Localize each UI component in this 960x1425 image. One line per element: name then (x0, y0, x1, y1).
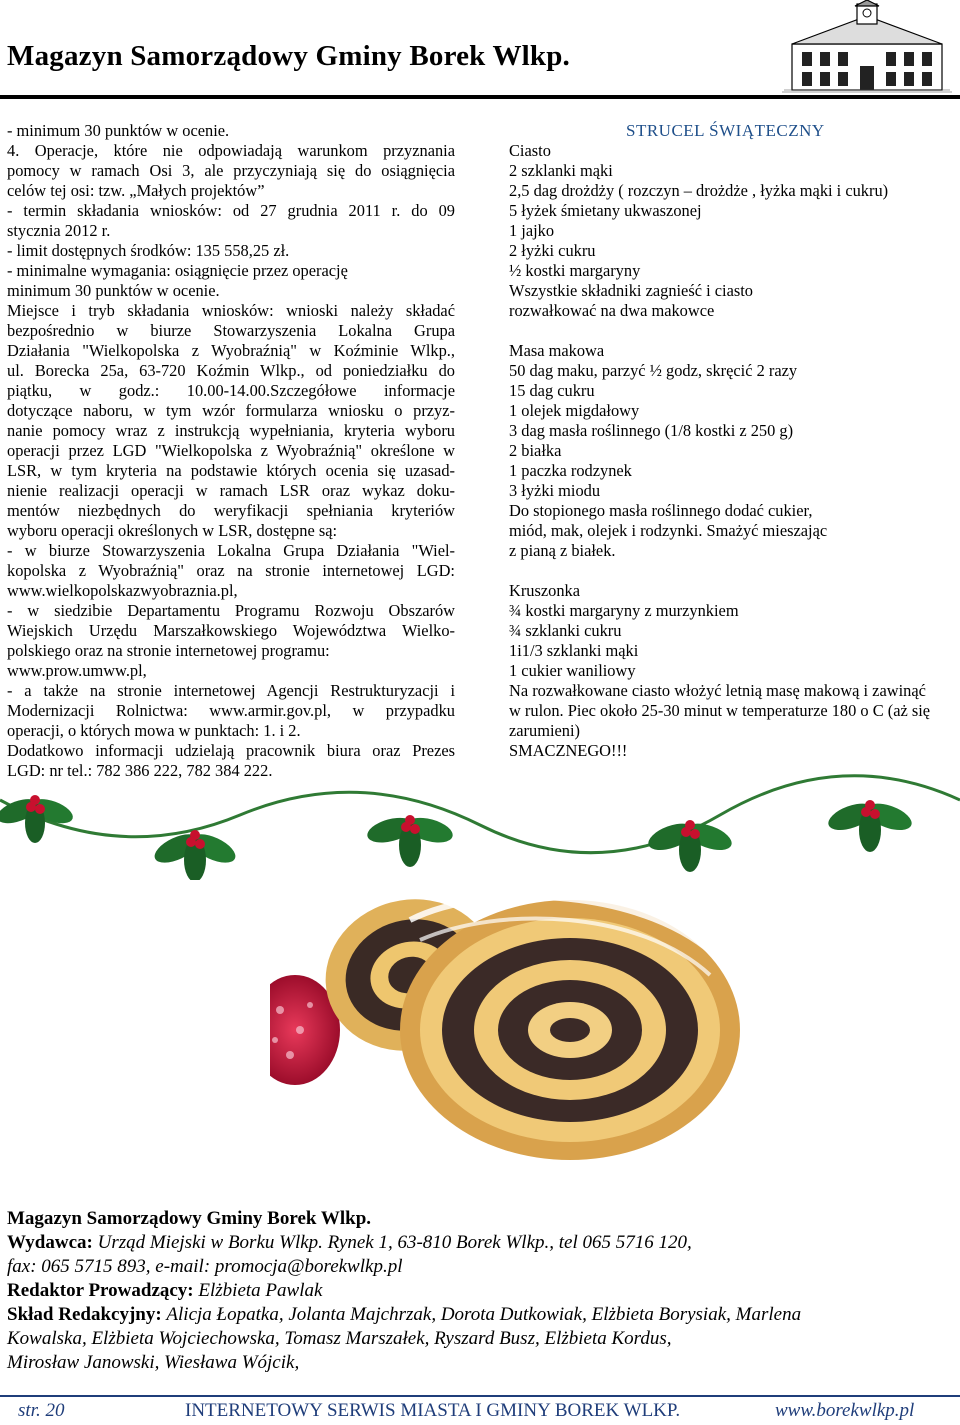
publisher-value: Urząd Miejski w Borku Wlkp. Rynek 1, 63-810 Borek Wlkp., tel 065 5716 120, (97, 1232, 692, 1253)
recipe-line: 3 łyżki miodu (509, 481, 601, 500)
article-line: Dodatkowo informacji udzielają pracownik biura oraz Prezes (7, 741, 455, 760)
article-line: Wiejskich Urzędu Marszałkowskiego Województwa Wielko- (7, 621, 455, 640)
article-line: nanie pomocy wraz z instrukcją wypełniania, kryteria wyboru (7, 421, 455, 440)
recipe-line: z pianą z białek. (509, 541, 616, 560)
article-line: kopolska z Wyobraźnią" oraz na stronie internetowej LGD: (7, 561, 455, 580)
recipe-line: 1 paczka rodzynek (509, 461, 632, 480)
article-line: LSR, w tym kryteria na podstawie których ocenia się uzasad- (7, 461, 455, 480)
article-line: mentów niezbędnych do weryfikacji spełniania kryteriów (7, 501, 455, 520)
recipe-line: Na rozwałkowane ciasto włożyć letnią masę makową i zawinąć (509, 681, 926, 700)
recipe-line: rozwałkować na dwa makowce (509, 301, 715, 320)
page-footer-bar (0, 1395, 960, 1424)
recipe-line: zarumieni) (509, 721, 580, 740)
article-line: wyboru operacji określonych w LSR, dostępne są: (7, 521, 338, 540)
spacer (509, 561, 960, 581)
article-line: - termin składania wniosków: od 27 grudnia 2011 r. do 09 (7, 201, 455, 220)
recipe-line: 15 dag cukru (509, 381, 595, 400)
article-line: - a także na stronie internetowej Agencji Restrukturyzacji i (7, 681, 455, 700)
recipe-line: 1i1/3 szklanki mąki (509, 641, 639, 660)
article-line: bezpośrednio w biurze Stowarzyszenia Lokalna Grupa (7, 321, 455, 340)
recipe-column (509, 121, 960, 761)
recipe-line: ¾ kostki margaryny z murzynkiem (509, 601, 739, 620)
recipe-line: 2,5 dag drożdży ( rozczyn – drożdże , łyżka mąki i cukru) (509, 181, 889, 200)
article-line: minimum 30 punktów w ocenie. (7, 281, 220, 300)
article-line: - w siedzibie Departamentu Programu Rozwoju Obszarów (7, 601, 455, 620)
recipe-line: 5 łyżek śmietany ukwaszonej (509, 201, 702, 220)
article-line: nienie realizacji operacji w ramach LSR oraz wykaz doku- (7, 481, 455, 500)
article-line: polskiego oraz na stronie internetowej programu: (7, 641, 330, 660)
article-line: ul. Borecka 25a, 63-720 Koźmin Wlkp., od poniedziałku do (7, 361, 455, 380)
article-line: - minimalne wymagania: osiągnięcie przez operację (7, 261, 348, 280)
recipe-line: SMACZNEGO!!! (509, 741, 628, 760)
recipe-line: 2 szklanki mąki (509, 161, 613, 180)
article-line: www.wielkopolskazwyobraznia.pl, (7, 581, 238, 600)
article-line: www.prow.umww.pl, (7, 661, 147, 680)
article-line: operacji przez LGD "Wielkopolska z Wyobraźnią" określone w (7, 441, 455, 460)
publisher-label: Wydawca: (7, 1232, 93, 1253)
recipe-line: 3 dag masła roślinnego (1/8 kostki z 250 g) (509, 421, 794, 440)
recipe-line: 1 cukier waniliowy (509, 661, 636, 680)
recipe-line: 2 białka (509, 441, 562, 460)
recipe-line: 50 dag maku, parzyć ½ godz, skręcić 2 razy (509, 361, 798, 380)
article-line: stycznia 2012 r. (7, 221, 111, 240)
recipe-line: ¾ szklanki cukru (509, 621, 622, 640)
magazine-title: Magazyn Samorządowy Gminy Borek Wlkp. (7, 40, 571, 72)
article-line: celów tej osi: tzw. „Małych projektów” (7, 181, 265, 200)
article-line: - limit dostępnych środków: 135 558,25 zł. (7, 241, 290, 260)
recipe-section-heading: Kruszonka (509, 581, 581, 600)
imprint-masthead: Magazyn Samorządowy Gminy Borek Wlkp. (7, 1208, 372, 1229)
article-line: pomocy w ramach Osi 3, ale przyczyniają się do osiągnięcia (7, 161, 455, 180)
article-line: - w biurze Stowarzyszenia Lokalna Grupa Działania "Wiel- (7, 541, 455, 560)
header-rule (0, 95, 960, 99)
article-line: Działania "Wielkopolska z Wyobraźnią" w Koźminie Wlkp., (7, 341, 455, 360)
recipe-line: 1 jajko (509, 221, 555, 240)
article-column (7, 121, 455, 781)
recipe-line: Do stopionego masła roślinnego dodać cukier, (509, 501, 813, 520)
article-line: Miejsce i tryb składania wniosków: wnioski należy składać (7, 301, 455, 320)
imprint (7, 1207, 947, 1375)
article-line: 4. Operacje, które nie odpowiadają warunkom przyznania (7, 141, 455, 160)
recipe-line: 1 olejek migdałowy (509, 401, 640, 420)
website-link[interactable]: www.borekwlkp.pl (775, 1400, 915, 1421)
publisher-contact: fax: 065 5715 893, e-mail: promocja@borekwlkp.pl (7, 1256, 403, 1277)
recipe-line: miód, mak, olejek i rodzynki. Smażyć mieszając (509, 521, 828, 540)
holly-garland-image (0, 770, 960, 880)
staff-line: Kowalska, Elżbieta Wojciechowska, Tomasz Marszałek, Ryszard Busz, Elżbieta Kordus, (7, 1328, 672, 1349)
recipe-title: STRUCEL ŚWIĄTECZNY (626, 121, 825, 140)
poppy-seed-roll-photo (270, 880, 745, 1165)
article-line: Modernizacji Rolnictwa: www.armir.gov.pl, w przypadku (7, 701, 455, 720)
recipe-line: w rulon. Piec około 25-30 minut w temperaturze 180 o C (aż się (509, 701, 931, 720)
staff-label: Skład Redakcyjny: (7, 1304, 162, 1325)
editor-label: Redaktor Prowadzący: (7, 1280, 194, 1301)
article-line: dotyczące naboru, w tym wzór formularza wniosku o przyz- (7, 401, 455, 420)
page-number: str. 20 (18, 1400, 65, 1421)
editor-value: Elżbieta Pawlak (198, 1280, 323, 1301)
town-hall-illustration (782, 0, 952, 94)
staff-line: Mirosław Janowski, Wiesława Wójcik, (7, 1352, 300, 1373)
recipe-line: ½ kostki margaryny (509, 261, 641, 280)
article-line: - minimum 30 punktów w ocenie. (7, 121, 230, 140)
recipe-section-heading: Ciasto (509, 141, 551, 160)
recipe-line: Wszystkie składniki zagnieść i ciasto (509, 281, 753, 300)
article-line: piątku, w godz.: 10.00-14.00.Szczegółowe informacje (7, 381, 455, 400)
recipe-line: 2 łyżki cukru (509, 241, 596, 260)
service-name: INTERNETOWY SERWIS MIASTA I GMINY BOREK WLKP. (185, 1400, 681, 1421)
spacer (509, 321, 960, 341)
recipe-section-heading: Masa makowa (509, 341, 605, 360)
article-line: operacji, o których mowa w punktach: 1. i 2. (7, 721, 301, 740)
staff-line: Alicja Łopatka, Jolanta Majchrzak, Dorota Dutkowiak, Elżbieta Borysiak, Marlena (166, 1304, 802, 1325)
article-line: LGD: nr tel.: 782 386 222, 782 384 222. (7, 761, 273, 780)
